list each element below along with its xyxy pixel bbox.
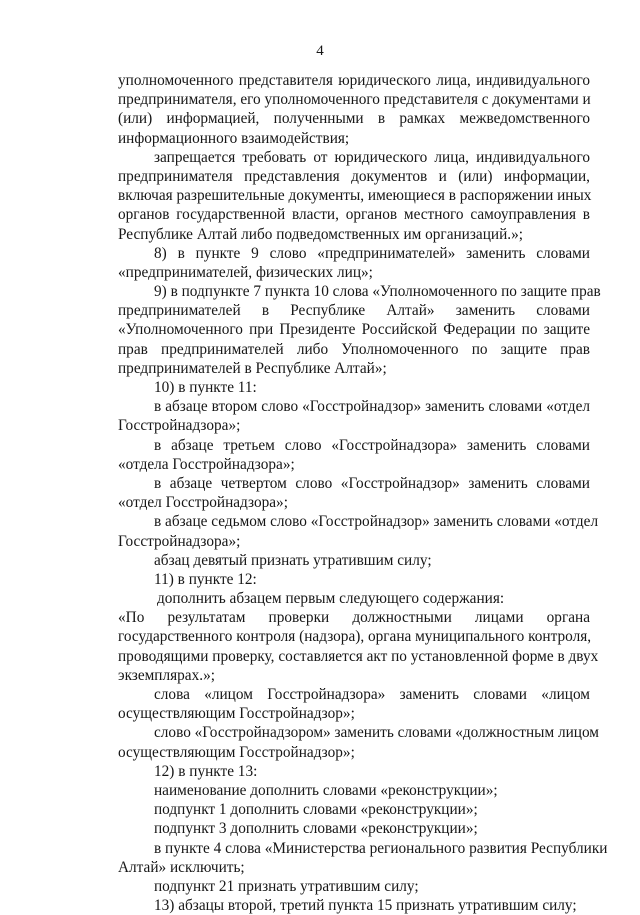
text-line: 13) абзацы второй, третий пункта 15 признать утратившим силу; <box>154 897 577 915</box>
text-line: органов государственной власти, органов местного самоуправления в <box>118 206 590 224</box>
text-line: информационного взаимодействия; <box>118 129 350 147</box>
text-line: подпункт 3 дополнить словами «реконструкции»; <box>154 820 478 838</box>
text-line: государственного контроля (надзора), органа муниципального контроля, <box>118 628 592 646</box>
text-line: Алтай» исключить; <box>118 858 245 876</box>
text-line: Госстройнадзора»; <box>118 532 241 550</box>
text-line: экземплярах.»; <box>118 666 215 684</box>
text-line: (или) информацией, полученными в рамках межведомственного <box>118 110 590 128</box>
text-line: абзац девятый признать утратившим силу; <box>154 551 432 569</box>
text-line: прав предпринимателей либо Уполномоченного по защите прав <box>118 340 590 358</box>
text-line: «отдела Госстройнадзора»; <box>118 455 295 473</box>
text-line: «По результатам проверки должностными лицами органа <box>118 609 590 627</box>
text-line: 10) в пункте 11: <box>154 379 257 396</box>
text-line: предпринимателей в Республике Алтай» заменить словами <box>118 302 590 320</box>
text-line: Республике Алтай либо подведомственных им организаций.»; <box>118 225 523 243</box>
text-line: осуществляющим Госстройнадзор»; <box>118 705 355 723</box>
text-line: предпринимателей в Республике Алтай»; <box>118 359 387 377</box>
text-line: подпункт 21 признать утратившим силу; <box>154 877 419 895</box>
text-line: предпринимателя представления документов и (или) информации, <box>118 167 590 185</box>
text-line: в абзаце четвертом слово «Госстройнадзор» заменить словами <box>154 474 590 492</box>
document-body <box>118 71 608 915</box>
text-line: Госстройнадзора»; <box>118 417 241 435</box>
text-line: проводящими проверку, составляется акт по установленной форме в двух <box>118 647 599 665</box>
text-line: слова «лицом Госстройнадзора» заменить словами «лицом <box>154 686 590 703</box>
text-line: уполномоченного представителя юридического лица, индивидуального <box>118 72 590 89</box>
text-line: запрещается требовать от юридического лица, индивидуального <box>154 148 590 166</box>
text-line: 12) в пункте 13: <box>154 762 258 780</box>
text-line: в абзаце втором слово «Госстройнадзор» заменить словами «отдел <box>154 398 590 416</box>
text-line: слово «Госстройнадзором» заменить словами «должностным лицом <box>154 724 599 742</box>
text-line: осуществляющим Госстройнадзор»; <box>118 743 355 761</box>
text-line: «Уполномоченного при Президенте Российской Федерации по защите <box>118 321 590 339</box>
page-number: 4 <box>316 43 324 59</box>
text-line: в пункте 4 слова «Министерства регионального развития Республики <box>154 839 608 857</box>
text-line: дополнить абзацем первым следующего содержания: <box>157 590 505 608</box>
text-line: включая разрешительные документы, имеющиеся в распоряжении иных <box>118 187 592 205</box>
text-line: «предпринимателей, физических лиц»; <box>118 263 373 281</box>
text-line: в абзаце третьем слово «Госстройнадзора» заменить словами <box>154 436 590 454</box>
text-line: «отдел Госстройнадзора»; <box>118 494 288 512</box>
text-line: 9) в подпункте 7 пункта 10 слова «Уполномоченного по защите прав <box>154 283 601 301</box>
text-line: предпринимателя, его уполномоченного представителя с документами и <box>118 91 591 109</box>
text-line: подпункт 1 дополнить словами «реконструкции»; <box>154 801 478 819</box>
text-line: 8) в пункте 9 слово «предпринимателей» заменить словами <box>154 244 590 262</box>
text-line: в абзаце седьмом слово «Госстройнадзор» заменить словами «отдел <box>154 513 599 531</box>
text-line: наименование дополнить словами «реконструкции»; <box>154 781 498 799</box>
text-line: 11) в пункте 12: <box>154 570 257 588</box>
